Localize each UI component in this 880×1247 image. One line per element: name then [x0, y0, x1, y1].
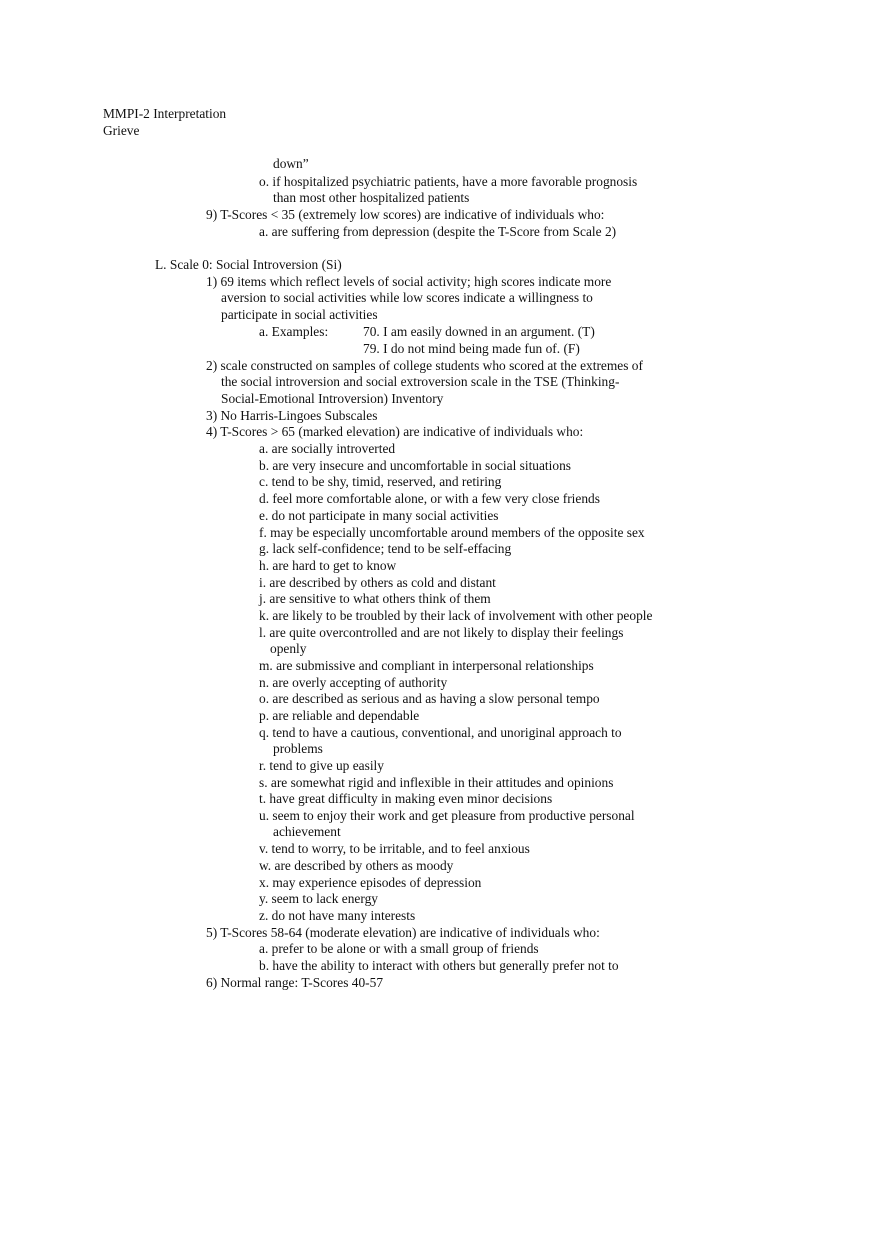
item-1-line2: aversion to social activities while low scores indicate a willingness to [221, 290, 593, 305]
item-2-line2: the social introversion and social extroversion scale in the TSE (Thinking- [221, 374, 620, 389]
list-item-a: a. are socially introverted [259, 441, 396, 456]
item-5: 5) T-Scores 58-64 (moderate elevation) are indicative of individuals who: [206, 925, 600, 940]
list-item-p: p. are reliable and dependable [259, 708, 420, 723]
list-item-y: y. seem to lack energy [259, 891, 378, 906]
list-item-r: r. tend to give up easily [259, 758, 384, 773]
list-item-w: w. are described by others as moody [259, 858, 454, 873]
item-4: 4) T-Scores > 65 (marked elevation) are indicative of individuals who: [206, 424, 584, 439]
list-item-o: o. are described as serious and as having a slow personal tempo [259, 691, 600, 706]
examples-label: a. Examples: [259, 324, 329, 339]
list-item-n: n. are overly accepting of authority [259, 675, 448, 690]
item-9-a: a. are suffering from depression (despite the T-Score from Scale 2) [259, 224, 617, 239]
section-heading-scale-0: L. Scale 0: Social Introversion (Si) [155, 257, 342, 272]
list-item-z: z. do not have many interests [259, 908, 416, 923]
item-1-line3: participate in social activities [221, 307, 378, 322]
list-item-u-line1: u. seem to enjoy their work and get pleasure from productive personal [259, 808, 635, 823]
list-item-s: s. are somewhat rigid and inflexible in their attitudes and opinions [259, 775, 614, 790]
list-item-b: b. are very insecure and uncomfortable in social situations [259, 458, 571, 473]
list-item-d: d. feel more comfortable alone, or with a few very close friends [259, 491, 600, 506]
list-item-h: h. are hard to get to know [259, 558, 397, 573]
example-79: 79. I do not mind being made fun of. (F) [363, 341, 580, 356]
item-6: 6) Normal range: T-Scores 40-57 [206, 975, 384, 990]
item-1-line1: 1) 69 items which reflect levels of social activity; high scores indicate more [206, 274, 612, 289]
continued-item-n-tail: down” [273, 156, 309, 171]
list-item-m: m. are submissive and compliant in interpersonal relationships [259, 658, 594, 673]
list-item-i: i. are described by others as cold and distant [259, 575, 496, 590]
list-item-q-line1: q. tend to have a cautious, conventional, and unoriginal approach to [259, 725, 622, 740]
item-5-b: b. have the ability to interact with others but generally prefer not to [259, 958, 619, 973]
list-item-l-line1: l. are quite overcontrolled and are not likely to display their feelings [259, 625, 624, 640]
list-item-q-line2: problems [273, 741, 323, 756]
list-item-g: g. lack self-confidence; tend to be self-effacing [259, 541, 512, 556]
item-2-line3: Social-Emotional Introversion) Inventory [221, 391, 444, 406]
document-title: MMPI-2 Interpretation [103, 106, 227, 121]
item-5-a: a. prefer to be alone or with a small group of friends [259, 941, 539, 956]
list-item-l-line2: openly [270, 641, 307, 656]
list-item-c: c. tend to be shy, timid, reserved, and retiring [259, 474, 502, 489]
list-item-e: e. do not participate in many social activities [259, 508, 499, 523]
continued-item-o-line2: than most other hospitalized patients [273, 190, 470, 205]
item-3: 3) No Harris-Lingoes Subscales [206, 408, 378, 423]
item-2-line1: 2) scale constructed on samples of college students who scored at the extremes of [206, 358, 643, 373]
list-item-u-line2: achievement [273, 824, 341, 839]
list-item-v: v. tend to worry, to be irritable, and to feel anxious [259, 841, 530, 856]
list-item-t: t. have great difficulty in making even minor decisions [259, 791, 553, 806]
list-item-f: f. may be especially uncomfortable around members of the opposite sex [259, 525, 645, 540]
item-9: 9) T-Scores < 35 (extremely low scores) are indicative of individuals who: [206, 207, 605, 222]
document-author: Grieve [103, 123, 140, 138]
list-item-x: x. may experience episodes of depression [259, 875, 482, 890]
list-item-k: k. are likely to be troubled by their lack of involvement with other people [259, 608, 653, 623]
list-item-j: j. are sensitive to what others think of them [259, 591, 491, 606]
example-70: 70. I am easily downed in an argument. (T) [363, 324, 595, 339]
continued-item-o-line1: o. if hospitalized psychiatric patients, have a more favorable prognosis [259, 174, 638, 189]
